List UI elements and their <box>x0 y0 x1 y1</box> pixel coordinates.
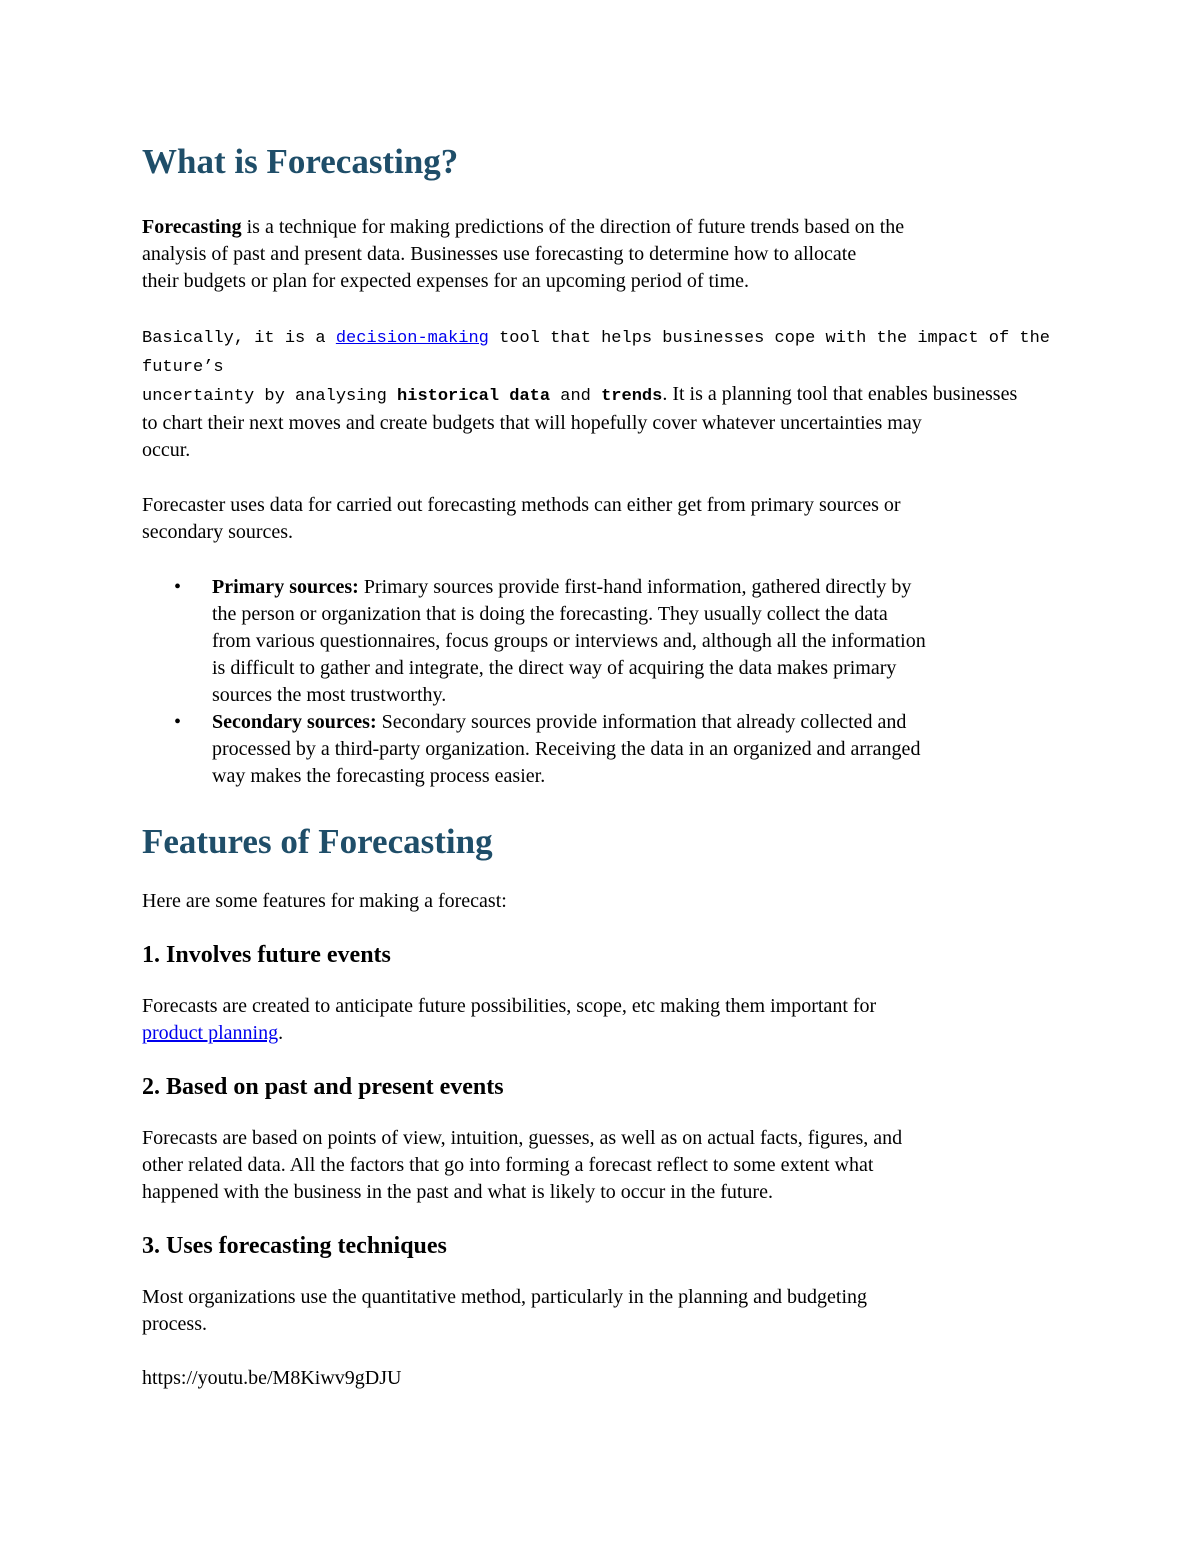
secondary-sources-label: Secondary sources: <box>212 711 377 733</box>
video-link-text: https://youtu.be/M8Kiwv9gDJU <box>142 1367 402 1389</box>
primary-line-4: is difficult to gather and integrate, the direct way of acquiring the data makes primary <box>212 657 897 679</box>
basically-text-2: tool that helps businesses cope with the impact of the future’s <box>142 329 1050 377</box>
intro-line-1: is a technique for making predictions of the direction of future trends based on the <box>241 216 905 238</box>
heading-features-of-forecasting: Features of Forecasting <box>142 822 493 861</box>
feature-3-line-1: Most organizations use the quantitative method, particularly in the planning and budgeting <box>142 1286 868 1308</box>
heading-what-is-forecasting: What is Forecasting? <box>142 142 459 181</box>
primary-line-1: Primary sources provide first-hand information, gathered directly by <box>358 576 912 598</box>
feature-1-line-1: Forecasts are created to anticipate future possibilities, scope, etc making them important for <box>142 995 877 1017</box>
primary-line-5: sources the most trustworthy. <box>212 684 447 706</box>
forecaster-line-1: Forecaster uses data for carried out forecasting methods can either get from primary sources or <box>142 494 901 516</box>
primary-line-2: the person or organization that is doing the forecasting. They usually collect the data <box>212 603 888 625</box>
secondary-line-2: processed by a third-party organization. Receiving the data in an organized and arranged <box>212 738 921 760</box>
basically-text-6: to chart their next moves and create budgets that will hopefully cover whatever uncertainties may <box>142 412 922 434</box>
basically-text-3: uncertainty by analysing <box>142 387 398 406</box>
intro-line-3: their budgets or plan for expected expenses for an upcoming period of time. <box>142 270 750 292</box>
intro-paragraph <box>142 214 1070 295</box>
primary-line-3: from various questionnaires, focus groups or interviews and, although all the information <box>212 630 926 652</box>
bold-trends: trends <box>601 387 663 406</box>
feature-2-line-2: other related data. All the factors that go into forming a forecast reflect to some extent what <box>142 1154 874 1176</box>
basically-text-4: and <box>550 387 602 406</box>
list-item-secondary-sources <box>174 709 1070 790</box>
intro-line-2: analysis of past and present data. Businesses use forecasting to determine how to allocate <box>142 243 857 265</box>
feature-1-text <box>142 993 1070 1047</box>
features-intro: Here are some features for making a forecast: <box>142 890 507 912</box>
basically-paragraph <box>142 323 1070 464</box>
feature-3-title: 3. Uses forecasting techniques <box>142 1233 447 1259</box>
basically-text-7: occur. <box>142 439 191 461</box>
feature-1-period: . <box>278 1022 284 1044</box>
feature-2-title: 2. Based on past and present events <box>142 1074 504 1100</box>
list-item-primary-sources <box>174 574 1070 709</box>
sources-list <box>142 574 1070 790</box>
basically-text-5: . It is a planning tool that enables businesses <box>662 383 1018 405</box>
feature-2-line-1: Forecasts are based on points of view, intuition, guesses, as well as on actual facts, figures, and <box>142 1127 903 1149</box>
secondary-line-3: way makes the forecasting process easier. <box>212 765 546 787</box>
feature-1-title: 1. Involves future events <box>142 942 391 968</box>
forecaster-paragraph <box>142 492 1070 546</box>
feature-3-text <box>142 1284 1070 1338</box>
intro-term: Forecasting <box>142 216 242 238</box>
secondary-line-1: Secondary sources provide information that already collected and <box>376 711 907 733</box>
product-planning-link[interactable]: product planning <box>142 1022 279 1044</box>
bullet-icon: • <box>174 576 182 598</box>
feature-2-text <box>142 1125 1070 1206</box>
decision-making-link[interactable]: decision-making <box>335 329 489 348</box>
bold-historical-data: historical data <box>397 387 551 406</box>
feature-2-line-3: happened with the business in the past and what is likely to occur in the future. <box>142 1181 773 1203</box>
primary-sources-label: Primary sources: <box>212 576 359 598</box>
feature-3-line-2: process. <box>142 1313 207 1335</box>
forecaster-line-2: secondary sources. <box>142 521 294 543</box>
basically-text-1: Basically, it is a <box>142 329 336 348</box>
bullet-icon: • <box>174 711 182 733</box>
